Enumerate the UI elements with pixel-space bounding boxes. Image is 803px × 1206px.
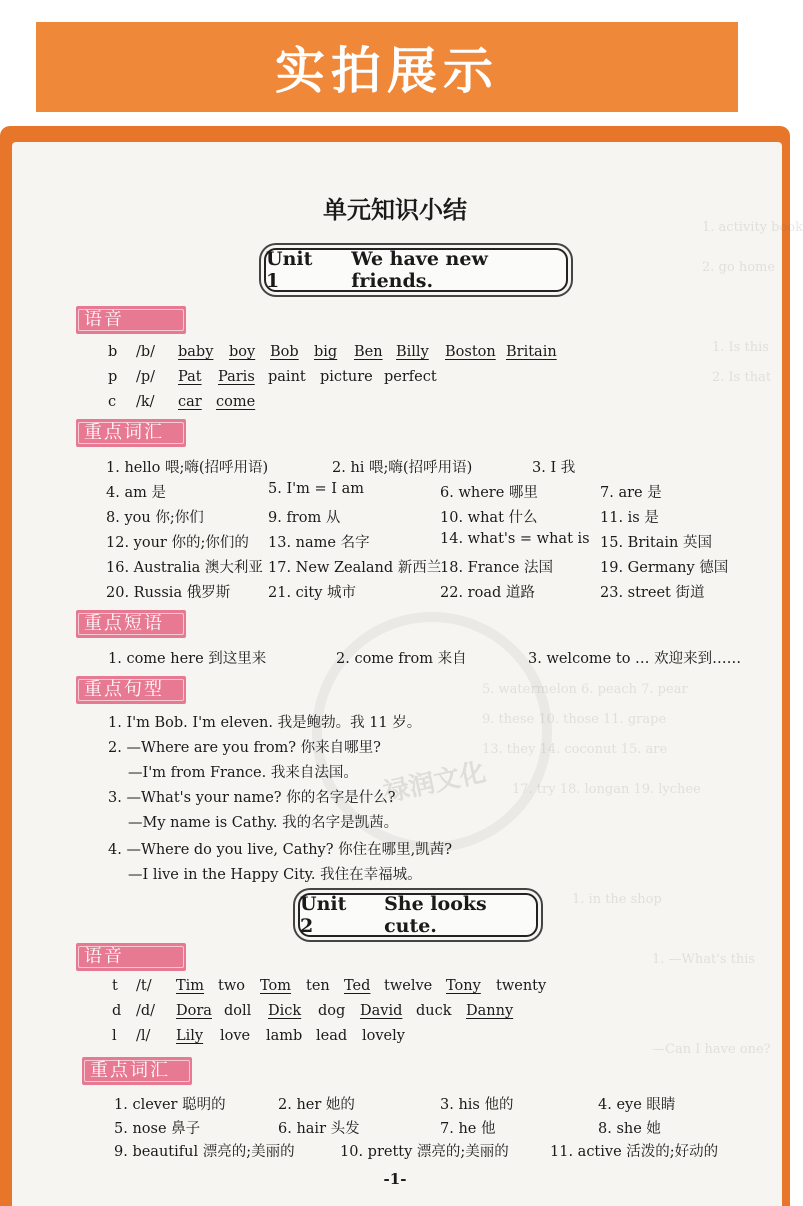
phonics-word: Tim (176, 978, 205, 994)
phonics-word: duck (416, 1003, 452, 1019)
vocab-item: 15. Britain 英国 (600, 535, 712, 551)
sentence-line: —I live in the Happy City. 我住在幸福城。 (128, 867, 422, 883)
phonics-word: twenty (496, 978, 547, 994)
vocab-item: 7. he 他 (440, 1121, 496, 1137)
vocab-item: 22. road 道路 (440, 585, 535, 601)
vocab-item: 9. from 从 (268, 510, 341, 526)
unit1-vocab-tag (76, 419, 186, 447)
vocab-item: 23. street 街道 (600, 585, 705, 601)
unit2-vocab-tag-label: 重点词汇 (90, 1060, 170, 1081)
vocab-item: 10. pretty 漂亮的;美丽的 (340, 1144, 509, 1160)
phonics-word: Pat (178, 369, 202, 385)
phonics-word: Dora (176, 1003, 212, 1019)
vocab-item: 4. am 是 (106, 485, 166, 501)
phonics-word: baby (178, 344, 214, 360)
sentence-line: —I'm from France. 我来自法国。 (128, 765, 358, 781)
watermark-text: 禄润文化 (380, 757, 489, 809)
phonics-word: twelve (384, 978, 433, 994)
unit2-phonics-tag-label: 语音 (84, 946, 124, 967)
phonics-word: perfect (384, 369, 437, 385)
phonics-word: love (220, 1028, 251, 1044)
sentence-line: 2. —Where are you from? 你来自哪里? (108, 740, 381, 756)
vocab-item: 5. I'm = I am (268, 481, 365, 497)
unit1-header (264, 248, 568, 292)
phonics-letter: b (108, 344, 118, 360)
unit1-title: We have new friends. (351, 248, 488, 292)
phonics-word: Billy (396, 344, 429, 360)
phrase-item: 3. welcome to … 欢迎来到…… (528, 651, 742, 667)
unit1-phrases-tag (76, 610, 186, 638)
page-title: 单元知识小结 (323, 196, 467, 224)
vocab-item: 16. Australia 澳大利亚 (106, 560, 263, 576)
vocab-item: 6. where 哪里 (440, 485, 538, 501)
unit1-phonics-tag (76, 306, 186, 334)
sentence-line: 4. —Where do you live, Cathy? 你住在哪里,凯茜? (108, 842, 453, 858)
vocab-item: 20. Russia 俄罗斯 (106, 585, 231, 601)
unit2-label: Unit 2 (300, 893, 347, 937)
vocab-item: 1. clever 聪明的 (114, 1097, 226, 1113)
vocab-item: 4. eye 眼睛 (598, 1097, 676, 1113)
book-page: 1. activity book 2. go home 1. Is this 2. Is that 5. watermelon 6. peach 7. pear 9. these 10. those 11. grape 13. they 14. coconut 15. are 17. try 18. longan 19. lychee 1. in the shop 1. —What's this —Can I have one? 禄润文化 (12, 142, 782, 1206)
vocab-item: 19. Germany 德国 (600, 560, 729, 576)
phonics-word: dog (318, 1003, 346, 1019)
vocab-item: 9. beautiful 漂亮的;美丽的 (114, 1144, 295, 1160)
phonics-word: ten (306, 978, 330, 994)
vocab-item: 8. she 她 (598, 1121, 661, 1137)
unit2-title: She looks cute. (384, 893, 487, 937)
vocab-item: 7. are 是 (600, 485, 662, 501)
vocab-item: 11. active 活泼的;好动的 (550, 1144, 719, 1160)
phrase-item: 2. come from 来自 (336, 651, 467, 667)
sentence-line: 1. I'm Bob. I'm eleven. 我是鲍勃。我 11 岁。 (108, 715, 422, 731)
phonics-letter: d (112, 1003, 122, 1019)
phonics-word: car (178, 394, 202, 410)
phonics-sound: /p/ (136, 369, 156, 385)
phonics-sound: /l/ (136, 1028, 151, 1044)
phonics-word: Danny (466, 1003, 514, 1019)
unit1-label: Unit 1 (266, 248, 313, 292)
vocab-item: 18. France 法国 (440, 560, 553, 576)
vocab-item: 12. your 你的;你们的 (106, 535, 249, 551)
phonics-sound: /k/ (136, 394, 155, 410)
vocab-item: 17. New Zealand 新西兰 (268, 560, 442, 576)
phonics-word: Tony (446, 978, 481, 994)
vocab-item: 11. is 是 (600, 510, 659, 526)
phonics-word: lead (316, 1028, 348, 1044)
phrase-item: 1. come here 到这里来 (108, 651, 267, 667)
phonics-word: paint (268, 369, 306, 385)
vocab-item: 3. his 他的 (440, 1097, 514, 1113)
unit1-phonics-tag-label: 语音 (84, 309, 124, 330)
vocab-item: 5. nose 鼻子 (114, 1121, 201, 1137)
vocab-item: 14. what's = what is (440, 531, 590, 547)
unit1-vocab-tag-label: 重点词汇 (84, 422, 164, 443)
phonics-letter: l (112, 1028, 117, 1044)
vocab-item: 21. city 城市 (268, 585, 357, 601)
phonics-word: Ben (354, 344, 383, 360)
vocab-item: 13. name 名字 (268, 535, 370, 551)
phonics-word: Ted (344, 978, 371, 994)
phonics-word: Paris (218, 369, 255, 385)
unit2-header (298, 893, 538, 937)
phonics-word: Tom (260, 978, 292, 994)
banner-title: 实拍展示 (275, 42, 499, 100)
vocab-item: 1. hello 喂;嗨(招呼用语) (106, 460, 269, 476)
phonics-word: Lily (176, 1028, 204, 1044)
phonics-word: Bob (270, 344, 299, 360)
phonics-word: Boston (445, 344, 496, 360)
unit2-vocab-tag (82, 1057, 192, 1085)
phonics-word: big (314, 344, 338, 360)
phonics-letter: c (108, 394, 117, 410)
phonics-sound: /t/ (136, 978, 152, 994)
sentence-line: 3. —What's your name? 你的名字是什么? (108, 790, 396, 806)
sentence-line: —My name is Cathy. 我的名字是凯茜。 (128, 815, 399, 831)
phonics-word: come (216, 394, 256, 410)
phonics-word: boy (229, 344, 256, 360)
vocab-item: 2. her 她的 (278, 1097, 355, 1113)
unit1-phrases-tag-label: 重点短语 (84, 613, 164, 634)
phonics-letter: t (112, 978, 118, 994)
top-banner (36, 22, 738, 112)
page-number: -1- (383, 1170, 407, 1188)
phonics-word: David (360, 1003, 403, 1019)
unit2-phonics-tag (76, 943, 186, 971)
unit1-sentences-tag-label: 重点句型 (84, 679, 164, 700)
phonics-sound: /d/ (136, 1003, 156, 1019)
vocab-item: 3. I 我 (532, 460, 576, 476)
phonics-word: picture (320, 369, 373, 385)
phonics-word: Dick (268, 1003, 302, 1019)
vocab-item: 6. hair 头发 (278, 1121, 360, 1137)
phonics-word: lamb (266, 1028, 303, 1044)
vocab-item: 8. you 你;你们 (106, 510, 204, 526)
phonics-word: doll (224, 1003, 252, 1019)
phonics-letter: p (108, 369, 118, 385)
phonics-word: two (218, 978, 245, 994)
unit1-sentences-tag (76, 676, 186, 704)
vocab-item: 10. what 什么 (440, 510, 538, 526)
phonics-word: Britain (506, 344, 557, 360)
phonics-word: lovely (362, 1028, 405, 1044)
vocab-item: 2. hi 喂;嗨(招呼用语) (332, 460, 473, 476)
phonics-sound: /b/ (136, 344, 156, 360)
